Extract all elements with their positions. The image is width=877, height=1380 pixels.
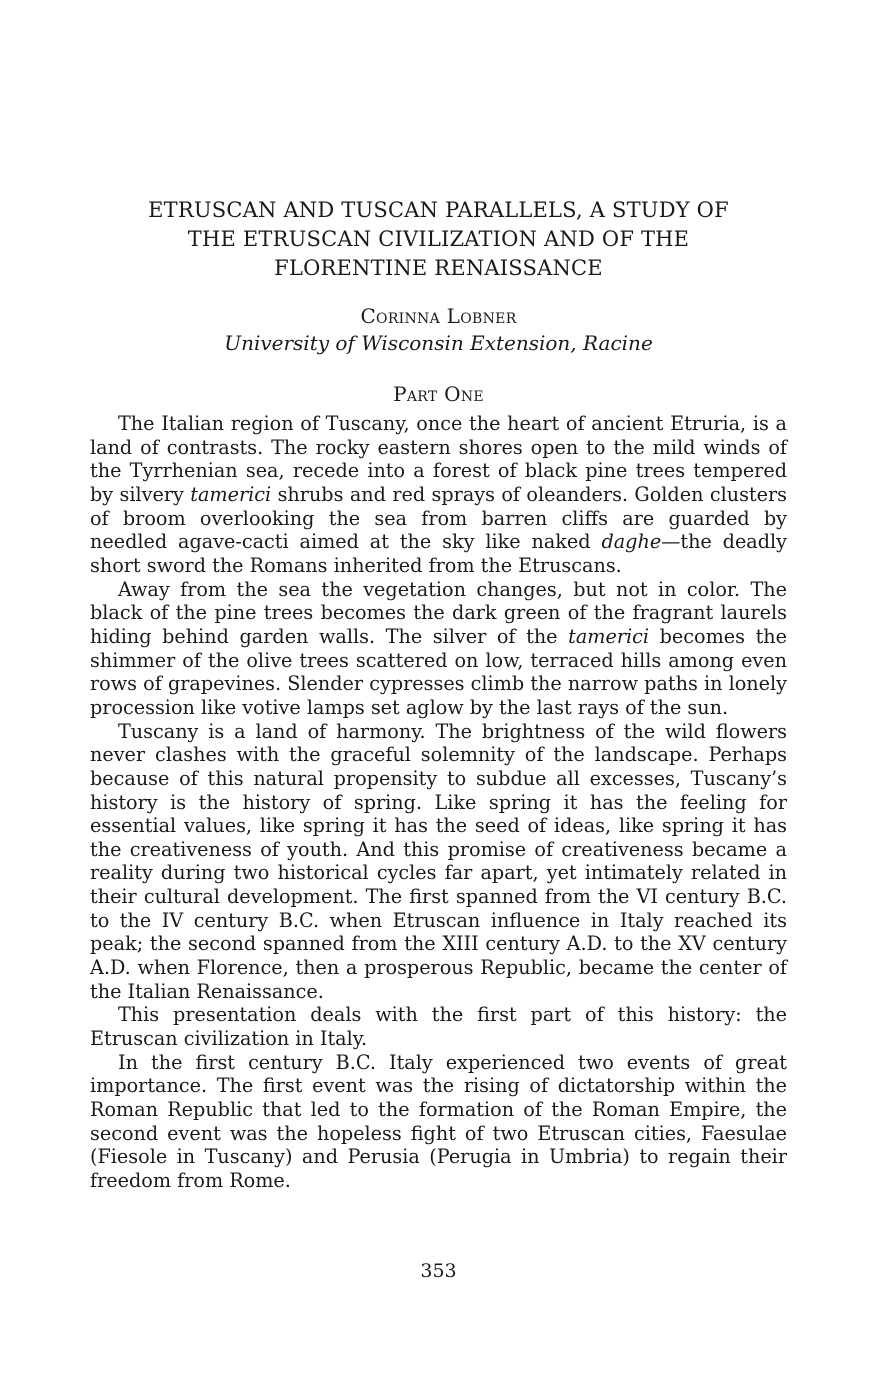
body-paragraph: Away from the sea the vegetation changes, but not in color. The black of the pine trees becomes the dark green of the fragrant laurels hiding behind garden walls. The silver of the tamerici becomes the shimmer of the olive trees scattered on low, terraced hills among even rows of grapevines. Slender cypresses climb the narrow paths in lonely procession like votive lamps set aglow by the last rays of the sun. [90,577,787,719]
article-body [90,412,787,1193]
title-line: THE ETRUSCAN CIVILIZATION AND OF THE [187,227,690,251]
body-paragraph: Tuscany is a land of harmony. The brightness of the wild flowers never clashes with the graceful solemnity of the landscape. Perhaps because of this natural propensity to subdue all excesses, Tuscany’s history is the history of spring. Like spring it has the feeling for essential values, like spring it has the seed of ideas, like spring it has the creativeness of youth. And this promise of creativeness became a reality during two historical cycles far apart, yet intimately related in their cultural development. The first spanned from the VI century B.C. to the IV century B.C. when Etruscan influence in Italy reached its peak; the second spanned from the XIII century A.D. to the XV century A.D. when Florence, then a prosperous Republic, became the center of the Italian Renaissance. [90,719,787,1003]
italic-term: tamerici [568,624,650,648]
title-line: ETRUSCAN AND TUSCAN PARALLELS, A STUDY OF [148,198,729,222]
title-line: FLORENTINE RENAISSANCE [274,256,603,280]
page-number: 353 [420,1260,457,1282]
section-heading: Part One [393,382,484,406]
italic-term: daghe [601,530,662,554]
author-name: Corinna Lobner [360,304,517,328]
body-paragraph: In the first century B.C. Italy experienced two events of great importance. The first event was the rising of dictatorship within the Roman Republic that led to the formation of the Roman Empire, the second event was the hopeless fight of two Etruscan cities, Faesulae (Fiesole in Tuscany) and Perusia (Perugia in Umbria) to regain their freedom from Rome. [90,1050,787,1192]
body-paragraph: This presentation deals with the first part of this history: the Etruscan civilization in Italy. [90,1003,787,1051]
body-paragraph: The Italian region of Tuscany, once the heart of ancient Etruria, is a land of contrasts. The rocky eastern shores open to the mild winds of the Tyrrhenian sea, recede into a forest of black pine trees tempered by silvery tamerici shrubs and red sprays of oleanders. Golden clusters of broom overlooking the sea from barren cliffs are guarded by needled agave-cacti aimed at the sky like naked daghe—the deadly short sword the Romans inherited from the Etruscans. [90,412,788,577]
article-title [90,196,787,283]
italic-term: tamerici [190,482,272,506]
author-affiliation: University of Wisconsin Extension, Racine [224,331,653,355]
